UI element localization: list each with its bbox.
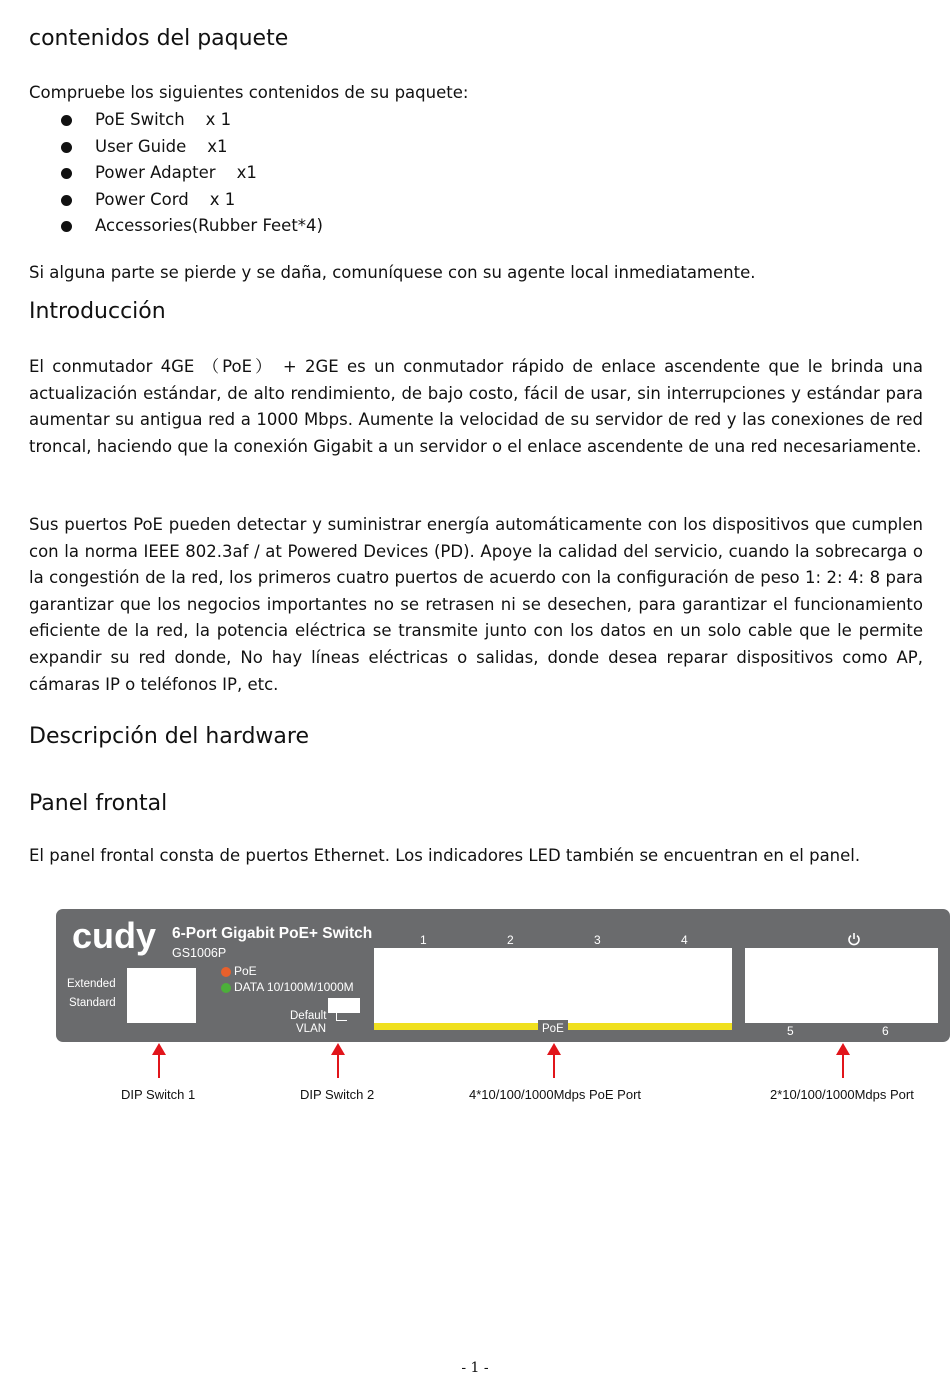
list-item: Power Adapter x1 [29,160,323,187]
device-title: 6-Port Gigabit PoE+ Switch [172,925,373,942]
contents-list [29,107,323,240]
list-item: User Guide x1 [29,134,323,161]
callout-poe-ports: 4*10/100/1000Mdps PoE Port [469,1087,642,1102]
switch-front-panel [56,909,950,1042]
arrow-icon [158,1045,160,1078]
callout-dip-switch-1: DIP Switch 1 [121,1087,196,1102]
dip2-default-label: Default [290,1010,327,1022]
list-item: Power Cord x 1 [29,187,323,214]
dip2-vlan-label: VLAN [296,1023,327,1035]
dip-switch-1 [127,968,196,1023]
poe-ports-block [374,948,732,1023]
power-icon [847,932,861,946]
port-number: 6 [882,1024,889,1038]
hardware-heading: Descripción del hardware [29,724,309,749]
callout-uplink-ports: 2*10/100/1000Mdps Port [770,1087,914,1102]
dip1-standard-label: Standard [69,997,116,1009]
list-item: Accessories(Rubber Feet*4) [29,213,323,240]
dip2-bracket-icon [336,1013,347,1021]
bullet-icon [61,115,72,126]
poe-bar-label: PoE [542,1023,564,1035]
poe-led [221,967,231,977]
intro-heading: Introducción [29,299,166,324]
port-number: 2 [507,933,514,947]
arrow-icon [337,1045,339,1078]
dip1-extended-label: Extended [67,978,116,990]
bullet-icon [61,168,72,179]
dip-switch-2 [328,998,360,1013]
contents-heading: contenidos del paquete [29,26,289,51]
poe-led-label: PoE [234,964,257,978]
contents-intro: Compruebe los siguientes contenidos de su paquete: [29,83,469,102]
brand-logo: cudy [72,915,157,956]
port-number: 3 [594,933,601,947]
intro-paragraph-1: El conmutador 4GE （PoE） + 2GE es un conmutador rápido de enlace ascendente que le brinda una actualización estándar, de alto rendimiento, de bajo costo, fácil de usar, sin interrupciones y estándar para aumentar su antigua red a 1000 Mbps. Aumente la velocidad de su servidor de red y las conexiones de red troncal, haciendo que la conexión Gigabit a un servidor o el enlace ascendente de una red necesariamente. [29,357,923,456]
bullet-icon [61,142,72,153]
arrow-icon [553,1045,555,1078]
intro-paragraph-2: Sus puertos PoE pueden detectar y suministrar energía automáticamente con los dispositivos que cumplen con la norma IEEE 802.3af / at Powered Devices (PD). Apoye la calidad del servicio, cuando la sobrecarga o la congestión de la red, los primeros cuatro puertos de acuerdo con la configuración de peso 1: 2: 4: 8 para garantizar que los negocios importantes no se retrasen ni se desechen, para garantizar el funcionamiento eficiente de la red, la potencia eléctrica se transmite junto con los datos en un solo cable que le permite expandir su red donde, No hay líneas eléctricas o salidas, donde desea reparar dispositivos como AP, cámaras IP o teléfonos IP, etc. [29,515,923,694]
bullet-icon [61,195,72,206]
arrow-icon [842,1045,844,1078]
device-model: GS1006P [172,946,227,960]
bullet-icon [61,221,72,232]
data-led [221,983,231,993]
front-panel-paragraph: El panel frontal consta de puertos Ethernet. Los indicadores LED también se encuentran en el panel. [29,846,861,865]
port-number: 4 [681,933,688,947]
data-led-label: DATA 10/100M/1000M [234,980,354,994]
page-number: - 1 - [461,1360,489,1376]
list-item: PoE Switch x 1 [29,107,323,134]
uplink-ports-block [745,948,938,1023]
callout-dip-switch-2: DIP Switch 2 [300,1087,375,1102]
front-panel-heading: Panel frontal [29,791,168,816]
contents-note: Si alguna parte se pierde y se daña, comuníquese con su agente local inmediatamente. [29,263,756,282]
port-number: 5 [787,1024,794,1038]
port-number: 1 [420,933,427,947]
